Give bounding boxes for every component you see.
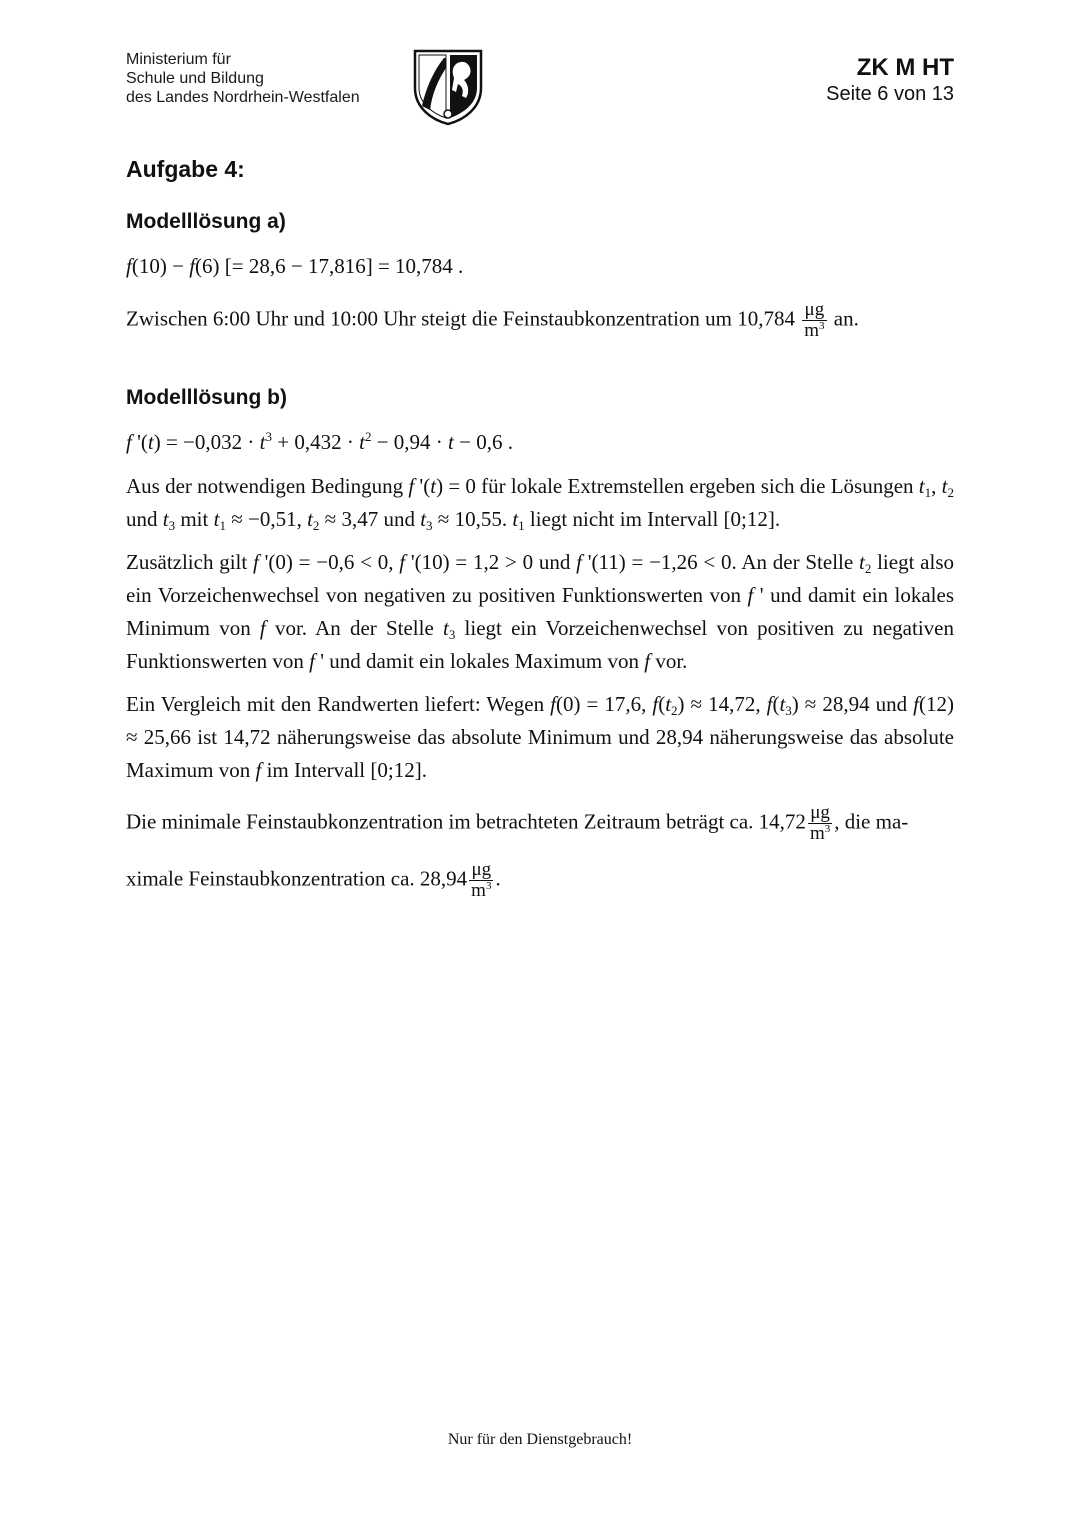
document-code: ZK M HT xyxy=(856,54,954,81)
part-a-result-end: an. xyxy=(833,306,859,331)
unit-numerator: μg xyxy=(808,803,832,824)
ministry-line-1: Ministerium für xyxy=(126,51,231,68)
part-b-paragraph-2: Zusätzlich gilt f '(0) = −0,6 < 0, f '(10) = 1,2 > 0 und f '(11) = −1,26 < 0. An der Stelle $t_2$ liegt also ein Vorzeichenwechsel von negativen zu positiven Funktionswerten von f ' und damit ein lokales Minimum von f vor. An der Stelle $t_3$ liegt ein Vorzeichenwechsel von positiven zu negativen Funktionswerten von f ' und damit ein lokales Maximum von f vor. xyxy=(126,550,954,673)
part-b-derivative-formula: f '$(t) = -0,032 \cdot t^3 + 0,432 \cdot t^2 - 0,94 \cdot t - 0,6$ . xyxy=(126,429,513,454)
unit-numerator: μg xyxy=(469,860,493,881)
part-b-conclusion-end: . xyxy=(495,866,501,891)
unit-denominator: $m^3$ xyxy=(471,880,492,901)
part-a-formula: f(10) − f(6) [= 28,6 − 17,816] = 10,784 . xyxy=(126,254,464,278)
part-b-conclusion-line-2: ximale Feinstaubkonzentration ca. 28,94 xyxy=(126,866,468,891)
part-b-paragraph-3: Ein Vergleich mit den Randwerten liefert: Wegen f(0) = 17,6, $f(t_2) \approx 14,72$, $f(t_3) \approx 28,94$ und f(12) ≈ 25,66 ist 14,72 näherungsweise das absolute Minimum und 28,94 näherungsweise das absolute Maximum von f im Intervall [0;12]. xyxy=(126,692,954,782)
part-b-paragraph-4-line-1 xyxy=(126,803,908,844)
part-b-conclusion-mid: , die ma- xyxy=(834,809,909,834)
unit-denominator: $m^3$ xyxy=(809,823,831,844)
part-a-result-text: Zwischen 6:00 Uhr und 10:00 Uhr steigt die Feinstaubkonzentration um 10,784 xyxy=(126,306,795,331)
part-a-result-sentence xyxy=(126,300,859,341)
unit-denominator: $m^3$ xyxy=(804,320,825,341)
unit-fraction xyxy=(802,300,826,341)
unit-fraction xyxy=(469,860,493,901)
ministry-name xyxy=(126,50,360,107)
task-title: Aufgabe 4: xyxy=(126,156,245,182)
part-b-conclusion-start: Die minimale Feinstaubkonzentration im betrachteten Zeitraum beträgt ca. 14,72 xyxy=(126,809,806,834)
ministry-line-2: Schule und Bildung xyxy=(126,70,264,87)
nrw-coat-of-arms-icon xyxy=(412,48,484,126)
unit-numerator: μg xyxy=(802,300,826,321)
document-meta xyxy=(826,54,954,106)
unit-fraction xyxy=(808,803,832,844)
footer-note: Nur für den Dienstgebrauch! xyxy=(447,1431,633,1448)
part-b-heading: Modelllösung b) xyxy=(126,386,287,409)
ministry-line-3: des Landes Nordrhein-Westfalen xyxy=(126,89,360,106)
part-a-heading: Modelllösung a) xyxy=(126,210,286,233)
page-number: Seite 6 von 13 xyxy=(826,83,954,105)
part-b-paragraph-1: Aus der notwendigen Bedingung f '(t) = 0 für lokale Extremstellen ergeben sich die Lösungen $t_1$, $t_2$ und $t_3$ mit $t_1 \approx -0,51$, $t_2 \approx 3,47$ und $t_3 \approx 10,55$. $t_1$ liegt nicht im Intervall [0;12]. xyxy=(126,474,954,533)
part-b-paragraph-4-line-2 xyxy=(126,860,501,901)
